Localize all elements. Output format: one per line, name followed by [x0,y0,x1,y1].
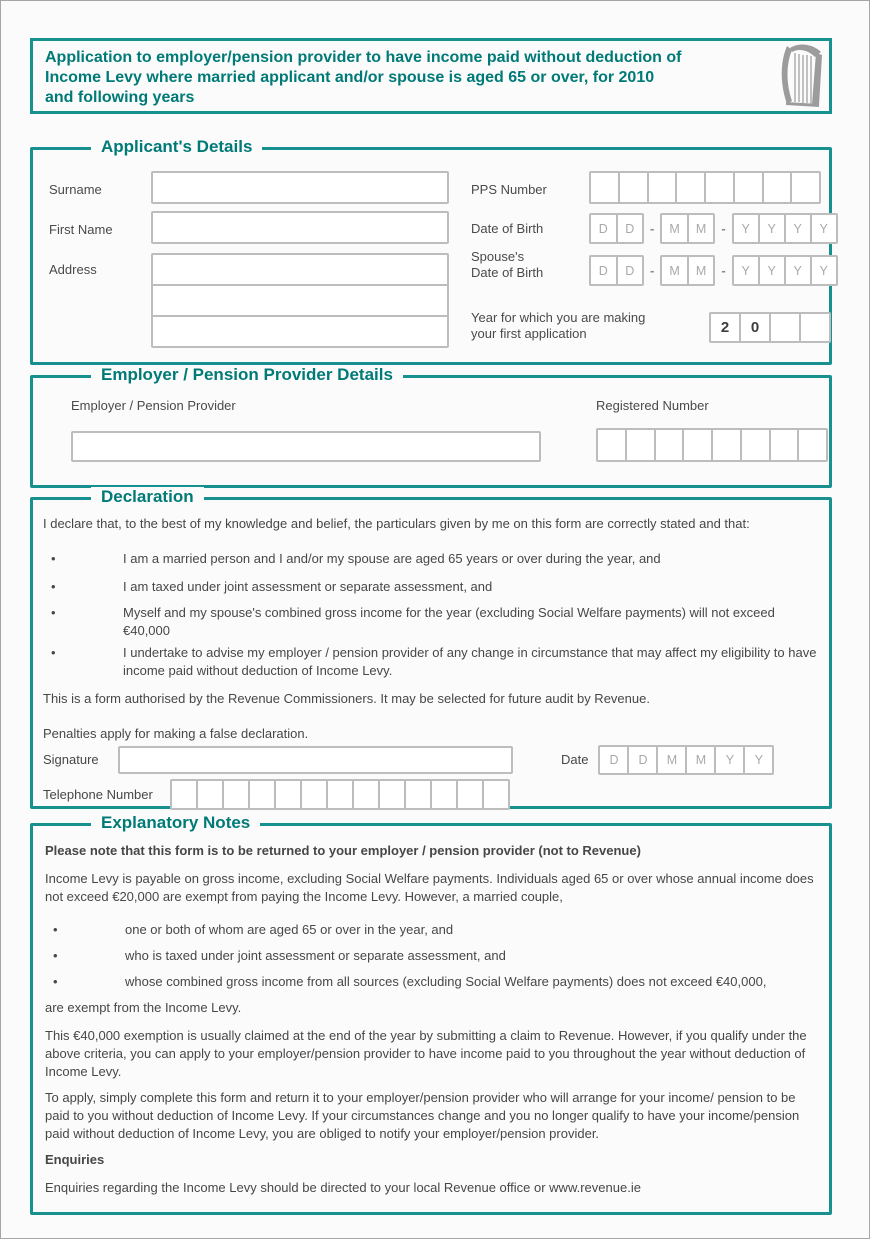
harp-icon [779,44,825,108]
declaration-bullet-text: I am taxed under joint assessment or separate assessment, and [123,579,493,594]
spouse-dob-cell[interactable]: D [616,257,643,284]
registered-number-cell[interactable] [769,430,798,460]
dob-cell[interactable]: D [598,221,608,236]
spouse-dob-cell[interactable]: Y [784,257,810,284]
registered-number-cell[interactable] [711,430,740,460]
spouse-date-of-birth-input[interactable] [589,255,838,286]
pps-cell[interactable] [591,173,618,202]
telephone-cell[interactable] [326,781,352,808]
declaration-penalties-text: Penalties apply for making a false declaration. [43,726,309,741]
first-application-year-label-line1: Year for which you are making [471,310,646,325]
spouse-dob-label-line2: Date of Birth [471,265,544,280]
date-cell[interactable]: M [656,747,685,773]
bullet-icon: • [53,948,58,963]
telephone-cell[interactable] [300,781,326,808]
declaration-bullet-text: Myself and my spouse's combined gross income for the year (excluding Social Welfare payments) will not exceed €40,000 [123,605,775,638]
spouse-dob-label-line1: Spouse's [471,249,525,264]
date-cell[interactable]: D [609,753,619,767]
registered-number-cell[interactable] [625,430,654,460]
spouse-dob-cell[interactable]: Y [741,263,750,278]
dob-cell[interactable]: Y [741,221,750,236]
spouse-dob-cell[interactable]: D [598,263,608,278]
registered-number-cell[interactable] [654,430,683,460]
year-cell[interactable] [799,314,829,341]
applicant-details-legend: Applicant's Details [91,137,262,157]
bullet-icon: • [51,605,56,620]
year-cell[interactable] [769,314,799,341]
spouse-dob-cell[interactable]: M [669,263,680,278]
bullet-icon: • [51,579,56,594]
telephone-cell[interactable] [456,781,482,808]
declaration-legend: Declaration [91,487,204,507]
year-cell[interactable]: 0 [739,314,769,341]
telephone-cell[interactable] [430,781,456,808]
date-of-birth-input[interactable] [589,213,838,244]
notes-enquiries-text: Enquiries regarding the Income Levy should be directed to your local Revenue office or www.revenue.ie [45,1180,641,1195]
pps-cell[interactable] [618,173,647,202]
employer-provider-input[interactable] [71,431,541,462]
notes-para3: To apply, simply complete this form and return it to your employer/pension provider who will arrange for your income/ pension to be paid to you without deduction of Income Levy. If your circumstances change and you no longer qualify to have your income/pension paid without deduction of Income Levy, you are obliged to notify your employer/pension provider. [45,1090,800,1141]
notes-para1: Income Levy is payable on gross income, excluding Social Welfare payments. Individuals aged 65 or over whose annual income does not exceed €20,000 are exempt from paying the Income Levy. However, a married couple, [45,871,814,904]
surname-label: Surname [49,182,102,197]
pps-number-input[interactable] [589,171,821,204]
registered-number-label: Registered Number [596,398,709,413]
spouse-dob-cell[interactable]: Y [810,257,836,284]
surname-input[interactable] [151,171,449,204]
date-cell[interactable]: M [685,747,714,773]
notes-bullet [45,921,821,939]
declaration-date-input[interactable] [598,745,774,775]
date-cell[interactable]: Y [714,747,743,773]
bullet-icon: • [53,922,58,937]
section-explanatory-notes [30,813,832,1215]
first-application-year-label-line2: your first application [471,326,587,341]
declaration-bullet [43,604,825,640]
dob-cell[interactable]: D [616,215,643,242]
employer-provider-label: Employer / Pension Provider [71,398,236,413]
dob-cell[interactable]: Y [810,215,836,242]
declaration-authorised-text: This is a form authorised by the Revenue Commissioners. It may be selected for future audit by Revenue. [43,691,650,706]
form-title-line1: Application to employer/pension provider to have income paid without deduction of [45,49,682,66]
telephone-cell[interactable] [196,781,222,808]
address-input-line2[interactable] [151,284,449,317]
telephone-cell[interactable] [352,781,378,808]
address-input-line3[interactable] [151,315,449,348]
first-application-year-input[interactable] [709,312,831,343]
first-name-label: First Name [49,222,113,237]
year-cell[interactable]: 2 [720,319,730,336]
hyphen: - [650,221,655,236]
date-label: Date [561,752,589,767]
notes-enquiries-heading: Enquiries [45,1152,105,1167]
pps-cell[interactable] [762,173,791,202]
pps-cell[interactable] [675,173,704,202]
section-applicant-details [30,137,832,365]
telephone-cell[interactable] [172,781,196,808]
telephone-cell[interactable] [404,781,430,808]
registered-number-cell[interactable] [740,430,769,460]
employer-details-legend: Employer / Pension Provider Details [91,365,403,385]
form-title-line2: Income Levy where married applicant and/or spouse is aged 65 or over, for 2010 [45,69,655,86]
registered-number-cell[interactable] [682,430,711,460]
notes-bullet [45,947,821,965]
bullet-icon: • [51,551,56,566]
dob-cell[interactable]: Y [758,215,784,242]
date-cell[interactable]: D [627,747,656,773]
pps-cell[interactable] [733,173,762,202]
address-input-line1[interactable] [151,253,449,286]
registered-number-input[interactable] [596,428,828,462]
telephone-cell[interactable] [274,781,300,808]
hyphen: - [650,263,655,278]
declaration-bullet-text: I undertake to advise my employer / pension provider of any change in circumstance that may affect my eligibility to have income paid without deduction of Income Levy. [123,645,817,678]
dob-cell[interactable]: M [669,221,680,236]
dob-cell[interactable]: Y [784,215,810,242]
declaration-bullet [43,550,825,568]
address-label: Address [49,262,97,277]
telephone-cell[interactable] [248,781,274,808]
registered-number-cell[interactable] [797,430,826,460]
bullet-icon: • [53,974,58,989]
form-title-line3: and following years [45,89,195,106]
notes-bullet-text: whose combined gross income from all sources (excluding Social Welfare payments) does not exceed €40,000, [125,974,767,989]
spouse-dob-cell[interactable]: Y [758,257,784,284]
declaration-bullet [43,578,825,596]
date-cell[interactable]: Y [743,747,772,773]
section-employer-details [30,365,832,488]
section-declaration [30,487,832,809]
declaration-bullet-text: I am a married person and I and/or my spouse are aged 65 years or over during the year, and [123,551,661,566]
notes-bullet-text: one or both of whom are aged 65 or over in the year, and [125,922,454,937]
form-title [45,48,681,108]
pps-number-label: PPS Number [471,182,547,197]
dob-cell[interactable]: M [687,215,714,242]
declaration-bullet [43,644,825,680]
telephone-number-label: Telephone Number [43,786,153,802]
hyphen: - [721,221,726,236]
notes-bullet [45,973,821,991]
telephone-cell[interactable] [482,781,508,808]
first-name-input[interactable] [151,211,449,244]
signature-row [43,745,825,775]
bullet-icon: • [51,645,56,660]
notes-returned-note: Please note that this form is to be returned to your employer / pension provider (not to Revenue) [45,843,641,858]
notes-bullet-text: who is taxed under joint assessment or separate assessment, and [125,948,506,963]
spouse-dob-cell[interactable]: M [687,257,714,284]
telephone-number-input[interactable] [170,779,510,810]
signature-input[interactable] [118,746,513,774]
notes-exempt-line: are exempt from the Income Levy. [45,1000,242,1015]
declaration-intro: I declare that, to the best of my knowledge and belief, the particulars given by me on this form are correctly stated and that: [43,516,750,531]
telephone-cell[interactable] [378,781,404,808]
pps-cell[interactable] [790,173,819,202]
telephone-row [43,779,825,810]
notes-para2: This €40,000 exemption is usually claimed at the end of the year by submitting a claim to Revenue. However, if you qualify under the above criteria, you can apply to your employer/pension provider to have income paid to you throughout the year without deduction of Income Levy. [45,1028,807,1079]
registered-number-cell[interactable] [598,430,625,460]
signature-label: Signature [43,752,99,767]
pps-cell[interactable] [704,173,733,202]
hyphen: - [721,263,726,278]
date-of-birth-label: Date of Birth [471,221,544,236]
pps-cell[interactable] [647,173,676,202]
explanatory-notes-legend: Explanatory Notes [91,813,260,833]
form-header [30,38,832,114]
telephone-cell[interactable] [222,781,248,808]
